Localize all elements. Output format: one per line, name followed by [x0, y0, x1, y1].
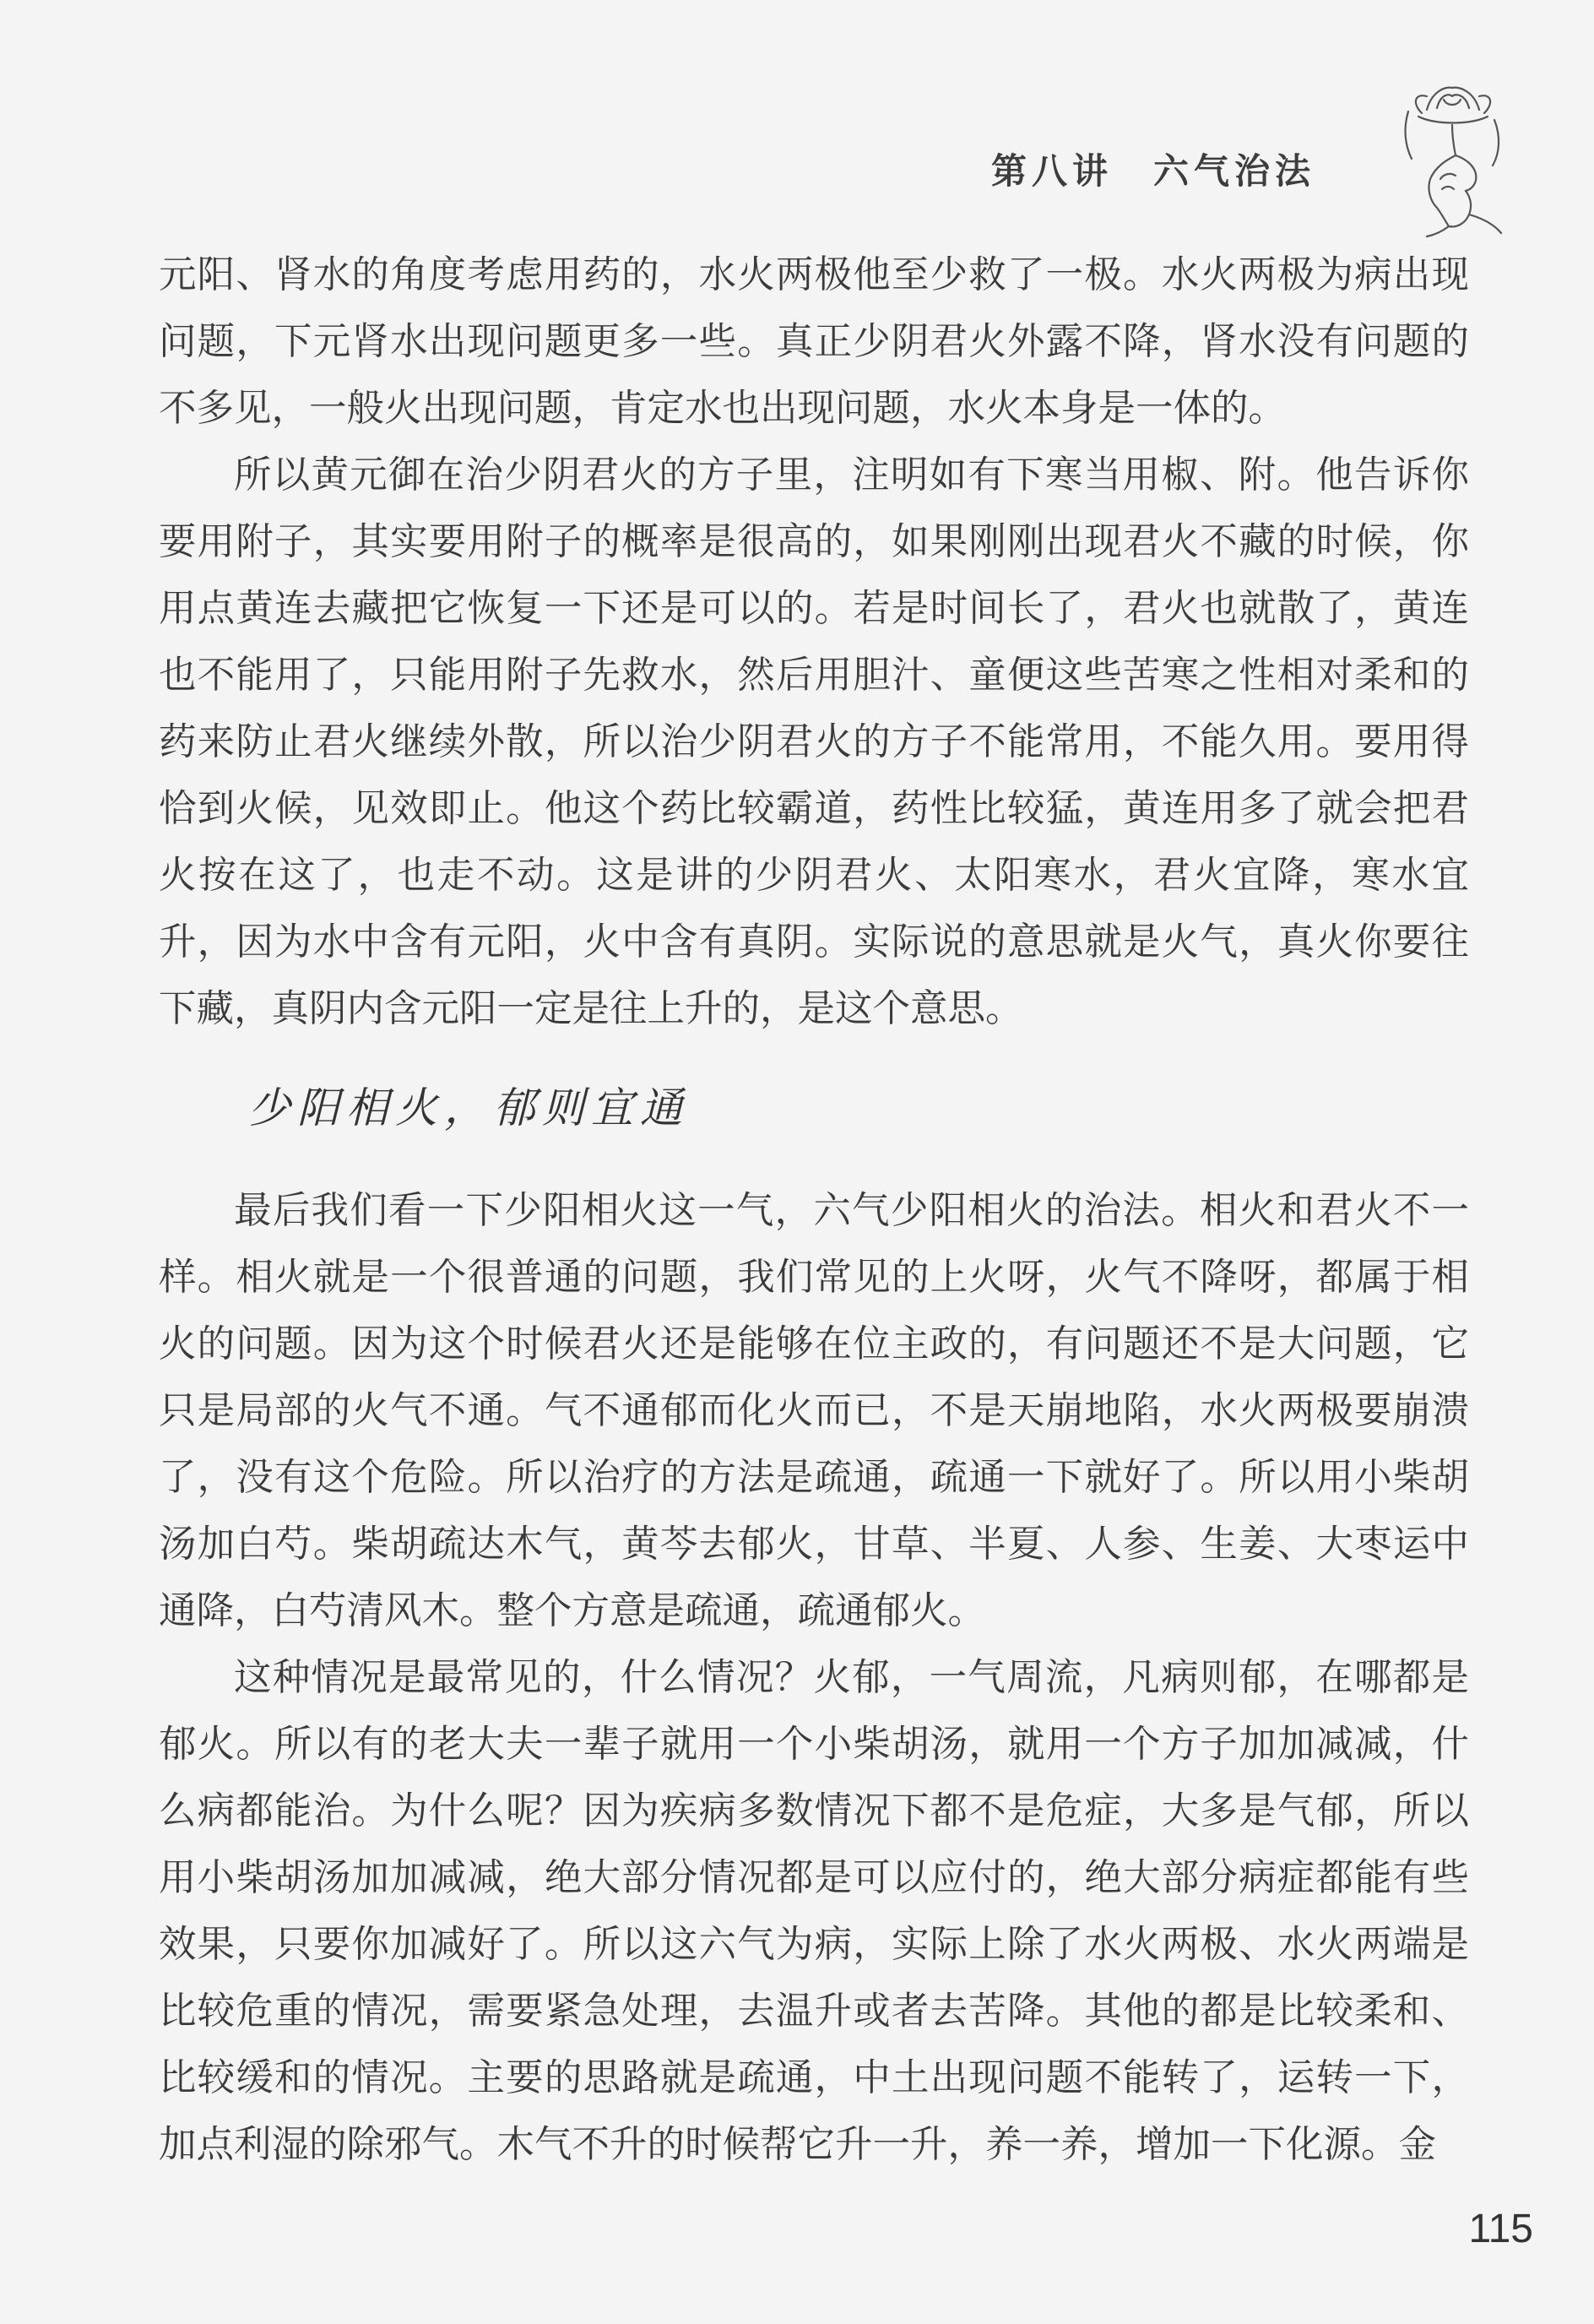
chapter-label: 第八讲: [990, 150, 1113, 192]
paragraph-3: 最后我们看一下少阳相火这一气，六气少阳相火的治法。相火和君火不一样。相火就是一个很普通的问题，我们常见的上火呀，火气不降呀，都属于相火的问题。因为这个时候君火还是能够在位主政的，有问题还不是大问题，它只是局部的火气不通。气不通郁而化火而已，不是天崩地陷，水火两极要崩溃了，没有这个危险。所以治疗的方法是疏通，疏通一下就好了。所以用小柴胡汤加白芍。柴胡疏达木气，黄芩去郁火，甘草、半夏、人参、生姜、大枣运中通降，白芍清风木。整个方意是疏通，疏通郁火。: [159, 1189, 1469, 1632]
main-text: [159, 242, 1469, 2178]
page-number: 115: [1468, 2207, 1533, 2251]
paragraph-1: 元阳、肾水的角度考虑用药的，水火两极他至少救了一极。水火两极为病出现问题，下元肾水出现问题更多一些。真正少阴君火外露不降，肾水没有问题的不多见，一般火出现问题，肯定水也出现问题，水火本身是一体的。: [159, 253, 1469, 430]
section-heading: 少阳相火，郁则宜通: [248, 1083, 689, 1132]
running-header: [991, 144, 1315, 194]
chapter-title: 六气治法: [1152, 150, 1315, 192]
paragraph-4: 这种情况是最常见的，什么情况？火郁，一气周流，凡病则郁，在哪都是郁火。所以有的老大夫一辈子就用一个小柴胡汤，就用一个方子加加减减，什么病都能治。为什么呢？因为疾病多数情况下都不是危症，大多是气郁，所以用小柴胡汤加加减减，绝大部分情况都是可以应付的，绝大部分病症都能有些效果，只要你加减好了。所以这六气为病，实际上除了水火两极、水火两端是比较危重的情况，需要紧急处理，去温升或者去苦降。其他的都是比较柔和、比较缓和的情况。主要的思路就是疏通，中土出现问题不能转了，运转一下，加点利湿的除邪气。木气不升的时候帮它升一升，养一养，增加一下化源。金: [159, 1656, 1469, 2166]
paragraph-2: 所以黄元御在治少阴君火的方子里，注明如有下寒当用椒、附。他告诉你要用附子，其实要用附子的概率是很高的，如果刚刚出现君火不藏的时候，你用点黄连去藏把它恢复一下还是可以的。若是时间长了，君火也就散了，黄连也不能用了，只能用附子先救水，然后用胆汁、童便这些苦寒之性相对柔和的药来防止君火继续外散，所以治少阴君火的方子不能常用，不能久用。要用得恰到火候，见效即止。他这个药比较霸道，药性比较猛，黄连用多了就会把君火按在这了，也走不动。这是讲的少阴君火、太阳寒水，君火宜降，寒水宜升，因为水中含有元阳，火中含有真阴。实际说的意思就是火气，真火你要往下藏，真阴内含元阳一定是往上升的，是这个意思。: [159, 453, 1469, 1030]
lotus-hand-icon: [1393, 78, 1511, 238]
